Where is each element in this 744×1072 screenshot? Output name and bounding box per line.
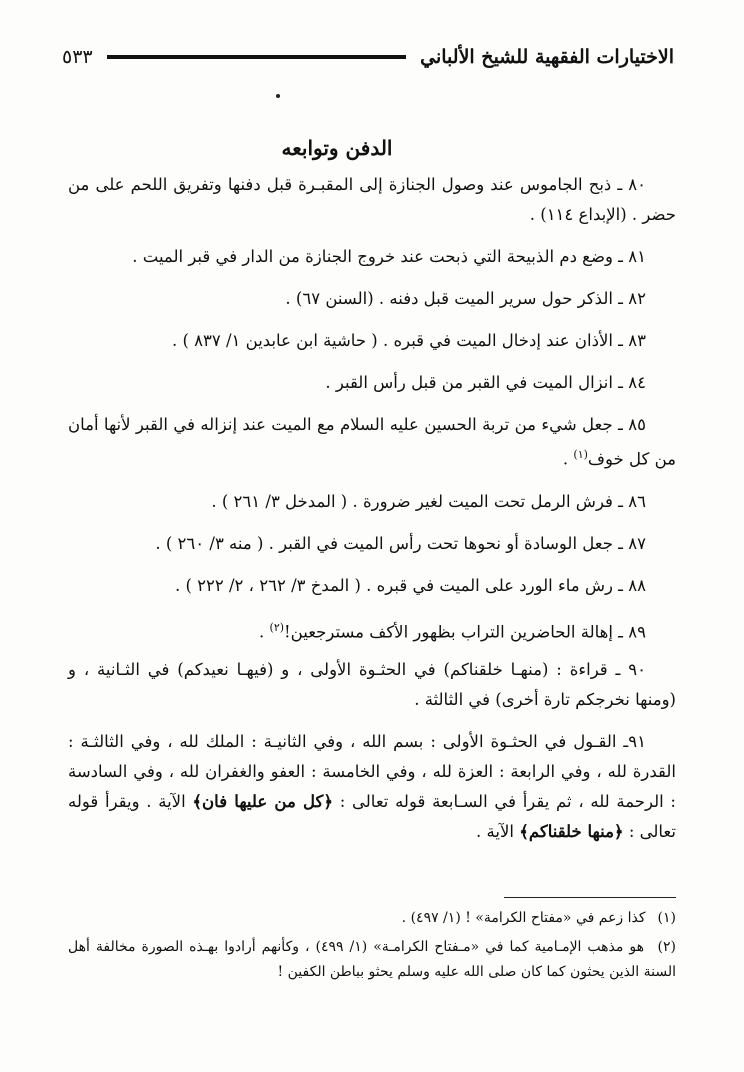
ink-speck <box>276 94 280 98</box>
list-item: ٨٥ ـ جعل شيء من تربة الحسين عليه السلام مع الميت عند إنزاله في القبر لأنها أمان من كل خوف$^{(١)}$ . <box>68 415 676 469</box>
list-item: ٨٦ ـ فرش الرمل تحت الميت لغير ضرورة . ( المدخل ٣/ ٢٦١ ) . <box>211 491 646 511</box>
footnote-number: (٢) <box>657 939 676 955</box>
section-heading <box>0 136 744 160</box>
list-item: ٨٣ ـ الأذان عند إدخال الميت في قبره . ( حاشية ابن عابدين ١/ ٨٣٧ ) . <box>171 331 646 350</box>
list-item: ٨٢ ـ الذكر حول سرير الميت قبل دفنه . (السنن ٦٧) . <box>285 289 646 308</box>
footnote <box>68 906 676 931</box>
book-title: الاختيارات الفقهية للشيخ الألباني <box>420 46 674 68</box>
header-rule <box>107 55 407 59</box>
footnote <box>68 935 676 985</box>
footnote-number: (١) <box>657 910 676 926</box>
list-item: ٩٠ ـ قراءة : (منهـا خلقناكم) في الحثـوة الأولى ، و (فيهـا نعيدكم) في الثـانية ، و (ومنها نخرجكم تارة أخرى) في الثالثة . <box>68 660 676 709</box>
running-header <box>62 40 674 74</box>
footnote-ref[interactable]: (١) <box>573 448 588 461</box>
footnote-text: كذا زعم في «مفتاح الكرامة» ! (١/ ٤٩٧) . <box>401 910 646 926</box>
section-title: الدفن وتوابعه <box>281 136 393 160</box>
list-item: ٨٠ ـ ذبح الجاموس عند وصول الجنازة إلى المقبـرة قبل دفنها وتفريق اللحم على من حضر . (الإبداع ١١٤) . <box>68 175 676 224</box>
list-item: ٨٤ ـ انزال الميت في القبر من قبل رأس القبر . <box>325 373 646 392</box>
quran-verse: ﴿كل من عليها فان﴾ <box>192 792 334 811</box>
list-item: ٨٩ ـ إهالة الحاضرين التراب بظهور الأكف مسترجعين!$^{(٢)}$ . <box>259 620 646 641</box>
main-text <box>68 170 676 859</box>
footnotes <box>68 906 676 989</box>
list-item: ٨٨ ـ رش ماء الورد على الميت في قبره . ( المدخ ٣/ ٢٦٢ ، ٢/ ٢٢٢ ) . <box>174 575 646 595</box>
footnote-text: هو مذهب الإمـامية كما في «مـفتاح الكرامـة» (١/ ٤٩٩) ، وكأنهم أرادوا بهـذه الصورة مخالفة أهل السنة الذين يحثون كما كان صلى الله عليه وسلم يحثو بباطن الكفين ! <box>68 939 676 980</box>
list-item: ٩١ـ القـول في الحثـوة الأولى : بسم الله ، وفي الثانيـة : الملك لله ، وفي الثالثـة : القدرة لله ، وفي الرابعة : العزة لله ، وفي الخامسة : العفو والغفران لله ، وفي السادسة : الرحمة لله ، ثم يقرأ في السـابعة قوله تعالى : ﴿كل من عليها فان﴾ الآية . ويقرأ قوله تعالى : ﴿منها خلقناكم﴾ الآية . <box>68 732 676 841</box>
page-number: ٥٣٣ <box>62 46 93 68</box>
footnote-ref[interactable]: (٢) <box>269 620 285 634</box>
footnote-separator <box>504 897 676 898</box>
quran-verse: ﴿منها خلقناكم﴾ <box>519 822 624 841</box>
list-item: ٨١ ـ وضع دم الذبيحة التي ذبحت عند خروج الجنازة من الدار في قبر الميت . <box>132 247 646 266</box>
list-item: ٨٧ ـ جعل الوسادة أو نحوها تحت رأس الميت في القبر . ( منه ٣/ ٢٦٠ ) . <box>155 533 646 553</box>
